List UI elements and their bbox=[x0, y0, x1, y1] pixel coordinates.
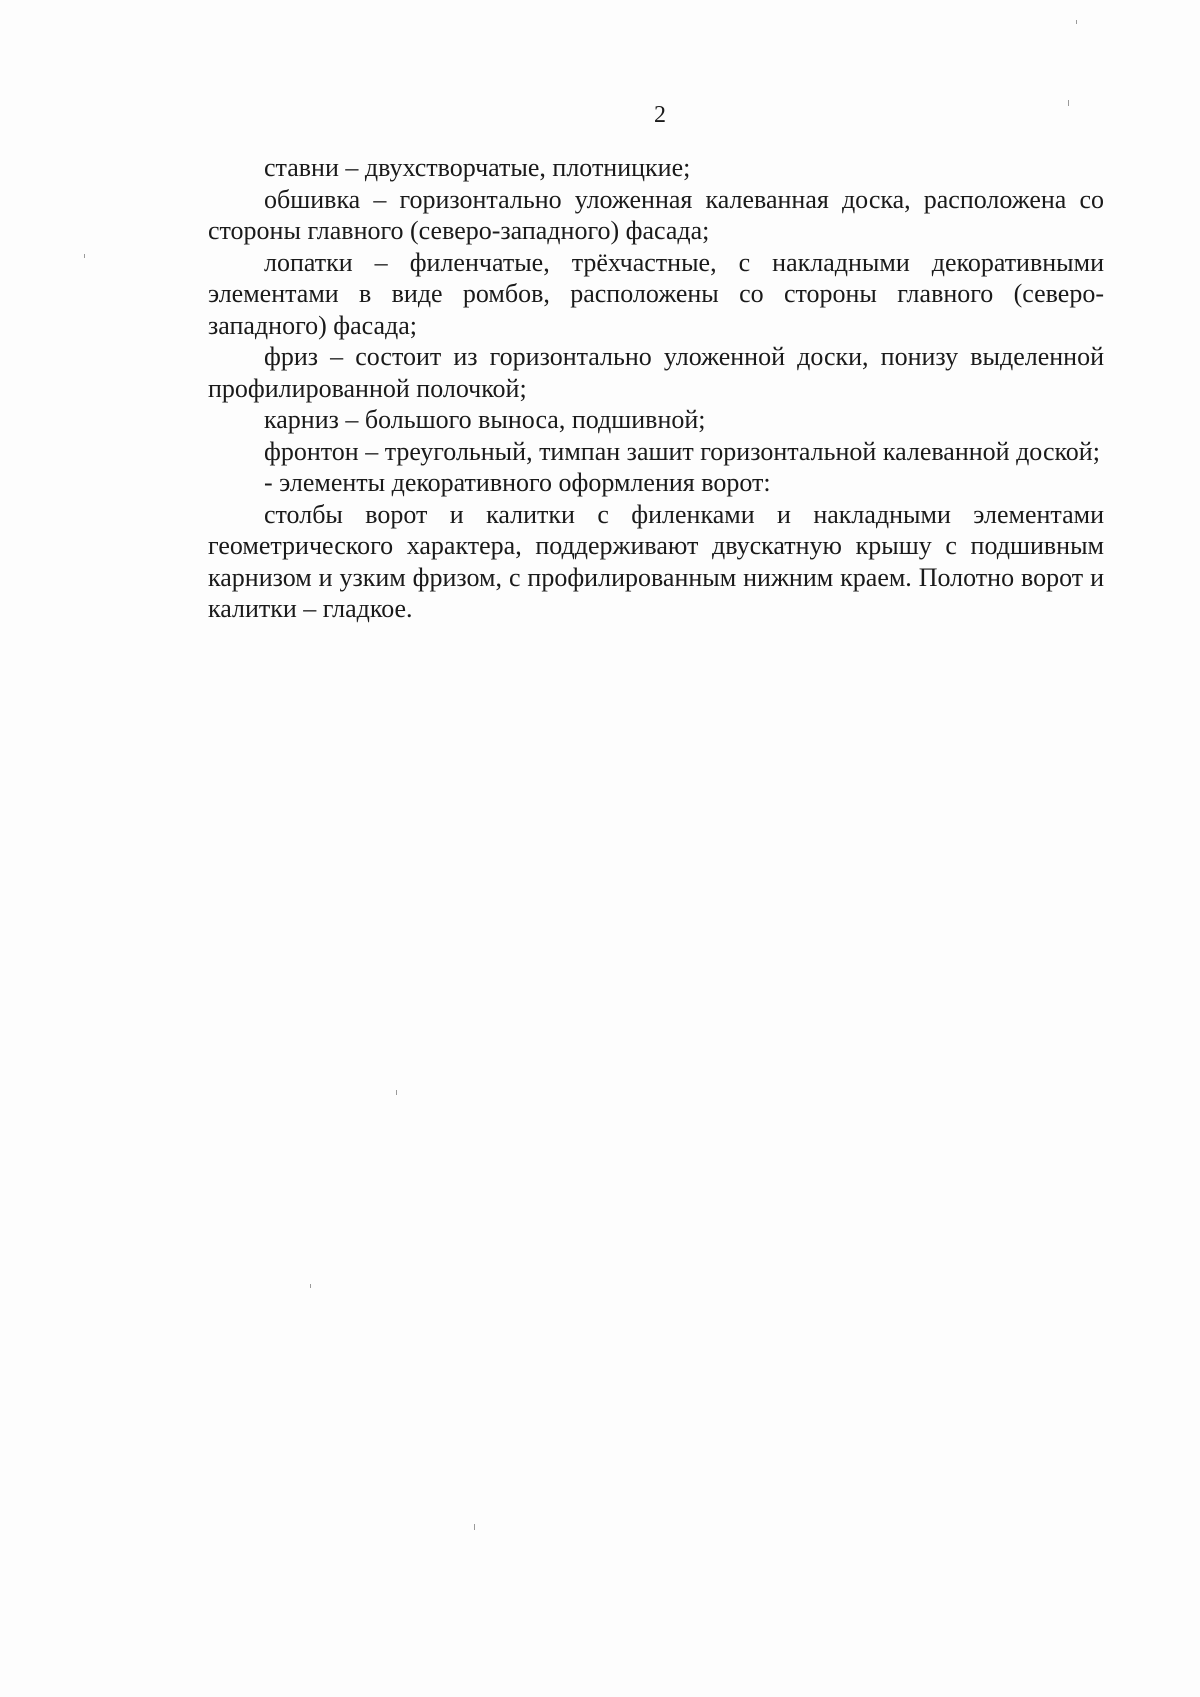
page-number: 2 bbox=[654, 102, 666, 128]
paragraph-pediment: фронтон – треугольный, тимпан зашит горизонтальной калеванной доской; bbox=[264, 436, 1100, 466]
paragraph-gate-decoration: - элементы декоративного оформления ворот: bbox=[264, 468, 771, 497]
scan-speck bbox=[474, 1524, 475, 1530]
document-body bbox=[208, 152, 1104, 625]
paragraph-shutters: ставни – двухстворчатые, плотницкие; bbox=[264, 153, 691, 182]
paragraph-cornice: карниз – большого выноса, подшивной; bbox=[264, 405, 706, 434]
scan-speck bbox=[1068, 100, 1069, 106]
paragraph-gate-posts: столбы ворот и калитки с филенками и накладными элементами геометрического характера, поддерживают двускатную крышу с подшивным карнизом и узким фризом, с профилированным нижним краем. Полотно ворот и калитки – гладкое. bbox=[208, 499, 1104, 623]
paragraph-cladding: обшивка – горизонтально уложенная калеванная доска, расположена со стороны главного (северо-западного) фасада; bbox=[208, 184, 1104, 245]
paragraph-frieze: фриз – состоит из горизонтально уложенной доски, понизу выделенной профилированной полочкой; bbox=[208, 342, 1104, 403]
scan-speck bbox=[310, 1284, 311, 1288]
paragraph-pilasters: лопатки – филенчатые, трёхчастные, с накладными декоративными элементами в виде ромбов, расположены со стороны главного (северо-западного) фасада; bbox=[208, 247, 1104, 340]
scan-speck bbox=[396, 1090, 397, 1095]
scan-speck bbox=[84, 254, 85, 258]
scan-speck bbox=[1076, 20, 1077, 24]
